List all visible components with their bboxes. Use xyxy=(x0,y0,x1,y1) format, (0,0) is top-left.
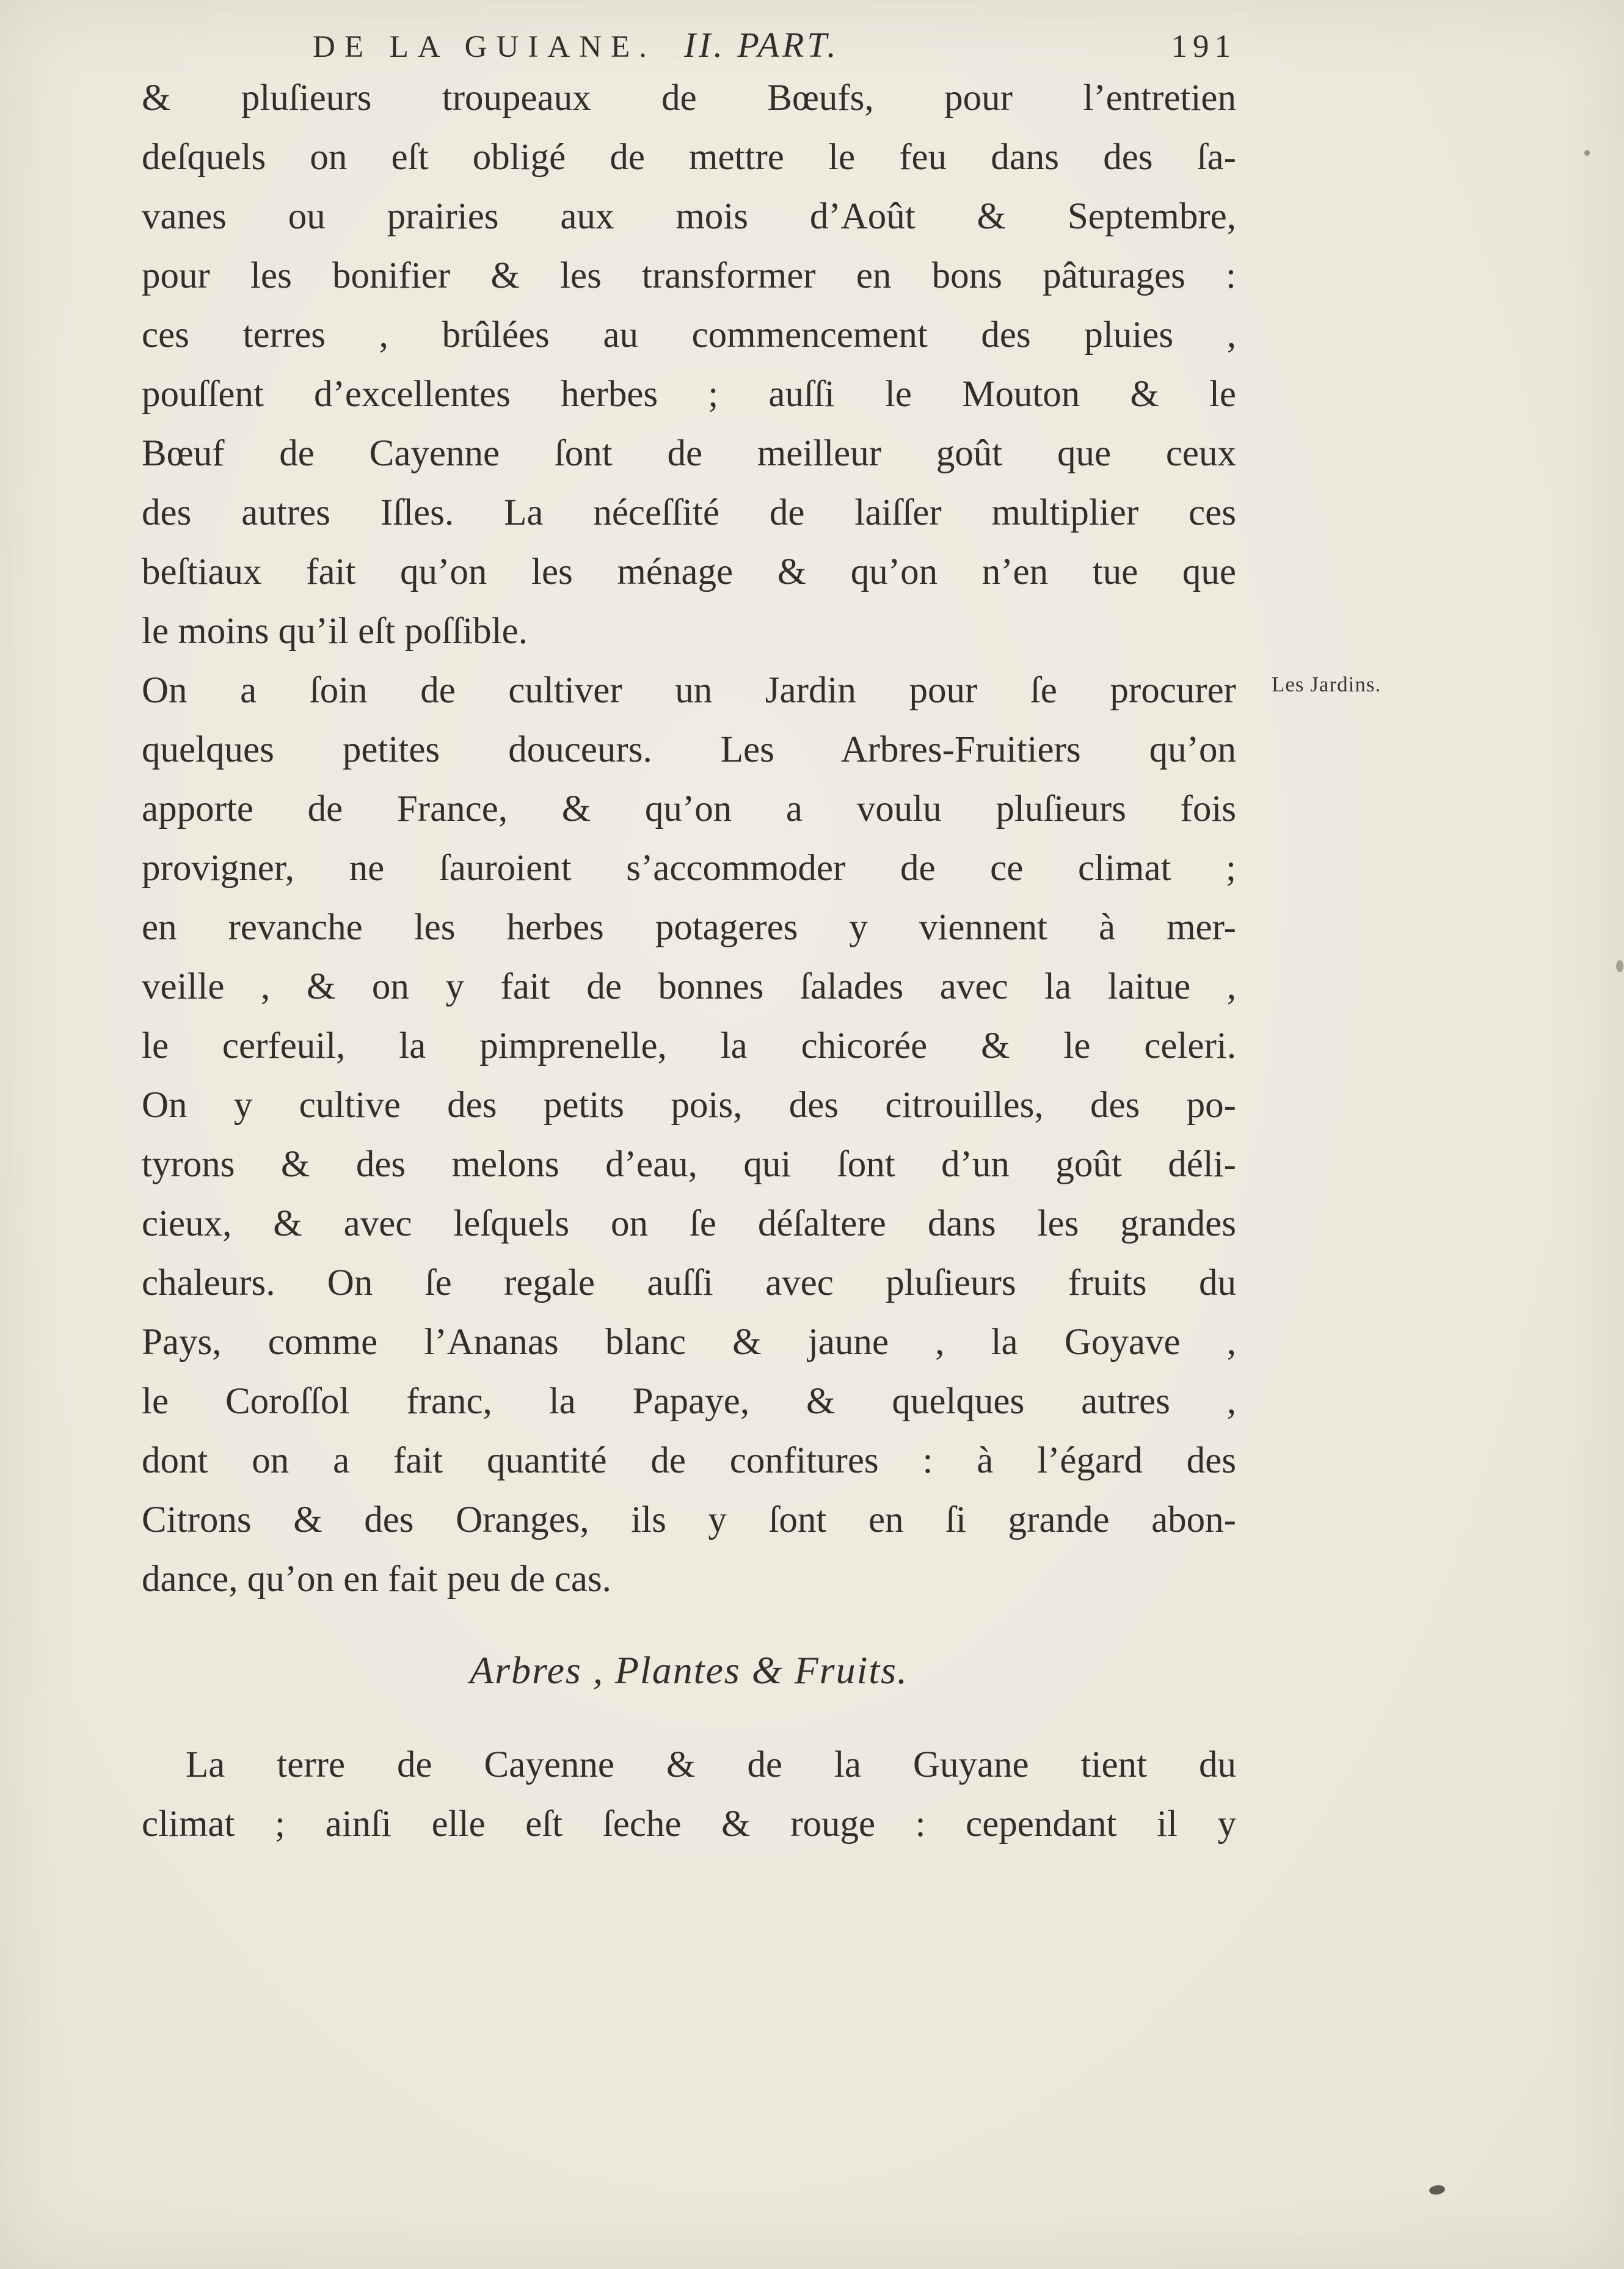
text-line: dont on a fait quantité de confitures : à l’égard des xyxy=(142,1440,1236,1481)
text-line: deſquels on eſt obligé de mettre le feu dans des ſa- xyxy=(142,137,1236,178)
text-line: le Coroſſol franc, la Papaye, & quelques autres , xyxy=(142,1381,1236,1422)
text-line: On a ſoin de cultiver un Jardin pour ſe procurer xyxy=(142,670,1236,711)
text-line: Citrons & des Oranges, ils y ſont en ſi grande abon- xyxy=(142,1499,1236,1540)
text-line: le moins qu’il eſt poſſible. xyxy=(142,611,528,652)
header-title: DE LA GUIANE. xyxy=(313,30,656,64)
text-line: le cerfeuil, la pimprenelle, la chicorée & le celeri. xyxy=(142,1025,1236,1066)
text-line: vanes ou prairies aux mois d’Août & Septembre, xyxy=(142,196,1236,237)
paragraph-2 xyxy=(142,661,1382,1609)
text-line: en revanche les herbes potageres y viennent à mer- xyxy=(142,907,1236,948)
ink-speck xyxy=(1616,960,1623,972)
text-line: tyrons & des melons d’eau, qui ſont d’un goût déli- xyxy=(142,1144,1236,1185)
paragraph-3 xyxy=(142,1735,1236,1854)
text-line: Bœuf de Cayenne ſont de meilleur goût que ceux xyxy=(142,433,1236,474)
text-line: quelques petites douceurs. Les Arbres-Fruitiers qu’on xyxy=(142,729,1236,770)
margin-note: Les Jardins. xyxy=(1272,672,1382,696)
text-line: pour les bonifier & les transformer en bons pâturages : xyxy=(142,255,1236,296)
text-block xyxy=(142,68,1382,1854)
section-heading: Arbres , Plantes & Fruits. xyxy=(469,1648,909,1692)
text-line: chaleurs. On ſe regale auſſi avec pluſieurs fruits du xyxy=(142,1262,1236,1303)
text-line: pouſſent d’excellentes herbes ; auſſi le Mouton & le xyxy=(142,374,1236,415)
text-line: veille , & on y fait de bonnes ſalades avec la laitue , xyxy=(142,966,1236,1007)
ink-speck xyxy=(1584,150,1590,156)
text-line: dance, qu’on en fait peu de cas. xyxy=(142,1559,611,1600)
paragraph-1 xyxy=(142,68,1236,661)
running-header xyxy=(313,24,1236,65)
page-number: 191 xyxy=(1171,29,1236,64)
text-line: climat ; ainſi elle eſt ſeche & rouge : cependant il y xyxy=(142,1804,1236,1845)
text-line: La terre de Cayenne & de la Guyane tient du xyxy=(186,1744,1236,1785)
text-line: ces terres , brûlées au commencement des pluies , xyxy=(142,315,1236,355)
text-line: apporte de France, & qu’on a voulu pluſieurs fois xyxy=(142,789,1236,829)
text-line: On y cultive des petits pois, des citrouilles, des po- xyxy=(142,1085,1236,1126)
text-line: des autres Iſles. La néceſſité de laiſſer multiplier ces xyxy=(142,492,1236,533)
ink-speck xyxy=(1429,2184,1446,2195)
text-line: beſtiaux fait qu’on les ménage & qu’on n’en tue que xyxy=(142,552,1236,592)
text-line: & pluſieurs troupeaux de Bœufs, pour l’entretien xyxy=(142,78,1236,118)
header-part-title: II. PART. xyxy=(683,25,839,65)
text-line: cieux, & avec leſquels on ſe déſaltere dans les grandes xyxy=(142,1203,1236,1244)
text-line: Pays, comme l’Ananas blanc & jaune , la Goyave , xyxy=(142,1322,1236,1363)
text-line: provigner, ne ſauroient s’accommoder de ce climat ; xyxy=(142,848,1236,889)
